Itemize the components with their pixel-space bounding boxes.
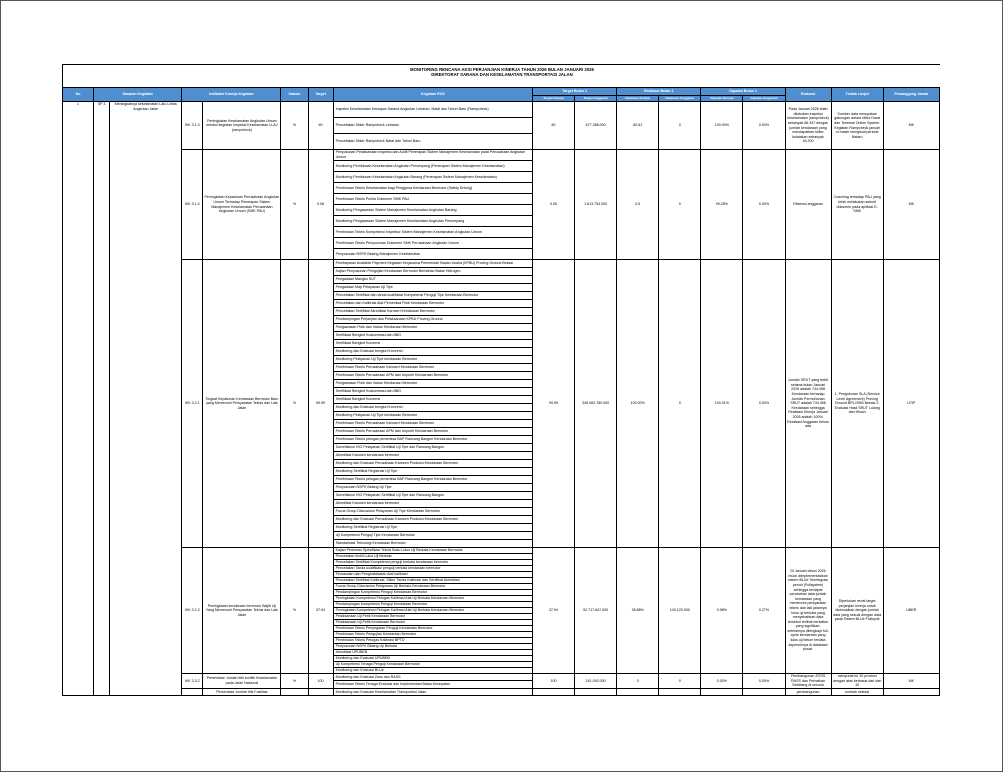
cell-kegiatan: Pembinaan Teknis Penyegaran Penguji Kendaraan Bermotor — [333, 626, 532, 632]
cell-kegiatan: Pendampingan Kompetensi Penguji Kendaraan Bermotor — [333, 590, 532, 596]
cell-capaian-kinerja: 99.28% — [701, 150, 743, 260]
cell-kegiatan: Penyusunan Pelaksanaan Inspeksi dan Audit Penerapan Sistem Manajemen Keselamatan pada Perusahaan Angkutan Umum — [333, 150, 532, 161]
cell-kegiatan: Pendampingan Kompetensi Penguji Kendaraan Bermotor — [333, 602, 532, 608]
cell-realisasi-kinerja: 0.5 — [617, 150, 659, 260]
cell-kegiatan: Uji Kompetensi Penguji Tipe Kendaraan Bermotor — [333, 532, 532, 540]
cell-capaian-anggaran: 0.00% — [743, 150, 785, 260]
cell-no: 1 — [63, 102, 94, 696]
cell-kegiatan: Pembinaan Teknis petugas pemeriksa BAP Rancang Bangun Kendaraan Bermotor — [333, 476, 532, 484]
cell-kegiatan: Penyusunan NSPK Bidang Uji Tipe — [333, 484, 532, 492]
cell-tindak-lanjut: Coaching terhadap PAU yang telah melakukan submit dokumen pada aplikasi E-SMK — [831, 150, 883, 260]
table-row — [63, 150, 940, 161]
cell-capaian-anggaran: 0.00% — [743, 102, 785, 150]
cell-realisasi-anggaran: 143.120.000 — [659, 548, 701, 674]
cell-kegiatan: Pengadaan Map Pelayanan Uji Tipe — [333, 284, 532, 292]
cell-kegiatan: Peningkatan Kompetensi Petugas Kalibrasi Alat Uji Berkala Kendaraan Bermotor — [333, 596, 532, 602]
cell-kegiatan: Pencetakan Tanda kualifikasi penguji berkala kendaraan bermotor — [333, 566, 532, 572]
cell-tindak-lanjut: Sumber data merupakan gabungan antara Mitra Darat dan Terminal Online System. Kegiatan Rampcheck januari ni masih mengikuti periode Nataru — [831, 102, 883, 150]
cell-indikator: Peningkatan Keselamatan Angkutan Umum melalui kegiatan Inspeksi Keselamatan LLAJ (rampcheck) — [203, 102, 281, 150]
cell-evaluasi: Pembangunan ZOSS RASS dan Perbaikan Sebidang di seluruh — [785, 674, 831, 689]
cell-kegiatan: Surveillance ISO Pelayanan Sertifikat Uji Tipe dan Rancang Bangun — [333, 444, 532, 452]
cell-indikator: Tingkat Kepatuhan Kendaraan Bermotor Baru yang Memenuhi Persyaratan Teknis dan Laik Jalan — [203, 260, 281, 548]
cell-capaian-kinerja: 0.98% — [701, 548, 743, 674]
cell-kegiatan: Pembinaan Teknis Keselamatan bagi Pengguna Kendaraan Bermotor (Safety Driving) — [333, 183, 532, 194]
cell-kegiatan: Pembinaan Teknis Tenaga Evaluasi dan Implementasi Batas Kecepatan — [333, 681, 532, 688]
cell-kegiatan: Sertifikasi Bengkel Kustomisasi dan BBG — [333, 332, 532, 340]
cell-penanggung-jawab — [883, 688, 939, 695]
cell-kegiatan: Sertifikasi Bengkel Kustomisasi dan BBG — [333, 388, 532, 396]
cell-penanggung-jawab: UBER — [883, 548, 939, 674]
cell-indikator: Persentase Jumlah titik Fasilitas — [203, 688, 281, 695]
header-satuan: Satuan — [281, 88, 308, 102]
cell-realisasi-anggaran: 0 — [659, 260, 701, 548]
cell-kegiatan: Monitoring Sertifikat Registrasi Uji Tipe — [333, 468, 532, 476]
subheader-target-anggaran: Target Anggaran — [575, 96, 617, 102]
cell-satuan: % — [281, 150, 308, 260]
header-indikator: Indikator Kinerja Kegiatan — [182, 88, 281, 102]
cell-kegiatan: Surveillance ISO Pelayanan Sertifikat Uji Tipe dan Rancang Bangun — [333, 492, 532, 500]
cell-target — [308, 688, 333, 695]
cell-kegiatan: Focus Group Discussion Pelayanan Uji Berkala Kendaraan Bermotor — [333, 584, 532, 590]
cell-target: 0.06 — [308, 150, 333, 260]
cell-satuan — [281, 688, 308, 695]
header-sasaran: Sasaran Kegiatan — [94, 88, 182, 102]
cell-kegiatan: Monitoring Sertifikat Registrasi Uji Tipe — [333, 524, 532, 532]
cell-tindak-lanjut: menyurati ke 10 provinsi dengan atas berbasis dari dan 10 — [832, 674, 882, 688]
cell-kegiatan: Monitoring dan Evaluasi bengkel Konversi — [333, 404, 532, 412]
cell-kegiatan: Pelaksanaan Uji Petik Kendaraan Bermotor — [333, 614, 532, 620]
cell-satuan: % — [281, 102, 308, 150]
cell-kegiatan: Monitoring Pembinaan Keselamatan Angkutan Barang (Penerapan Sistem Manajemen Keselamatan) — [333, 172, 532, 183]
cell-target: 37.94 — [308, 548, 333, 674]
cell-realisasi-anggaran: 0 — [659, 102, 701, 150]
cell-target-anggaran: 677.288.000 — [575, 102, 617, 150]
cell-kegiatan: Pencetakan Sertifikat Akreditasi Karoseri Kendaraan Bermotor — [333, 308, 532, 316]
cell-kegiatan: Focus Group Discussion Pelayanan Uji Tipe Kendaraan Bermotor — [333, 508, 532, 516]
cell-kegiatan: Pembinaan Teknis Penyusunan Dokumen SMK Perusahaan Angkutan Umum — [333, 238, 532, 249]
header-penanggung-jawab: Penanggung Jawab — [883, 88, 939, 102]
cell-penanggung-jawab: MK — [883, 102, 939, 150]
subheader-capaian-kinerja: Capaian Kinerja — [701, 96, 743, 102]
cell-kegiatan: Monitoring dan Evaluasi UPUBKB — [333, 656, 532, 662]
report-title: MONITORING RENCANA AKSI PERJANJIAN KINERJA TAHUN 2026 BULAN JANUARI 2026 — [410, 67, 594, 72]
cell-penanggung-jawab: MK — [883, 674, 939, 689]
cell-target-kinerja: 0.06 — [533, 150, 575, 260]
cell-realisasi-kinerja: 38.88% — [617, 548, 659, 674]
cell-indikator: Peningkatan kendaraan bermotor Wajib Uji Yang Memenuhi Persyaratan Teknis dan Laik Jalan — [203, 548, 281, 674]
cell-satuan: % — [281, 260, 308, 548]
cell-kegiatan: Pembinaan Teknis Perusahaan APM dan Importir Kendaraan Bermotor — [333, 372, 532, 380]
cell-capaian-kinerja — [701, 688, 743, 695]
cell-kegiatan: Monitoring dan Evaluasi bengkel Konversi — [333, 348, 532, 356]
cell-kegiatan: Sertifikasi Bengkel Konversi — [333, 396, 532, 404]
cell-kegiatan: Sertifikasi Bengkel Konversi — [333, 340, 532, 348]
cell-kegiatan: Monitoring dan Evaluasi Zoss dan RASS — [333, 674, 532, 681]
cell-kegiatan: Akreditasi Karoseri kendaraan bermotor — [333, 500, 532, 508]
cell-kegiatan: Peningkatan Kompetensi Petugas Kalibrasi Alat Uji Berkala Kendaraan Bermotor — [333, 608, 532, 614]
cell-kegiatan: Pemasalan dan Penghafalasian Alat kalibrasi — [333, 572, 532, 578]
cell-target-kinerja: 99.99 — [533, 260, 575, 548]
cell-target: 100 — [308, 674, 333, 689]
cell-kegiatan: Monitoring dan Evaluasi Perusahaan Karoseri Produksi Kendaraan Bermotor — [333, 460, 532, 468]
cell-kegiatan: Penyusunan NSPK Bidang Uji Berkala — [333, 644, 532, 650]
cell-kegiatan: Pengawasan Fisik dan Varian Kendaraan Bermotor — [333, 380, 532, 388]
cell-evaluasi: Jumlah SRUT yang terbit selama bulan Januari 2026 adalah 744.498 Kendaraan terhadap Jumlah Permohonan SRUT adalah 744.498 Kendaraan sehingga Realisasi Kinerja Januari 2026 adalah 100%. Realisasi Anggaran belum ada — [785, 260, 831, 548]
cell-sp-code: SP 3 — [94, 102, 110, 696]
cell-ikk-code: IKK 3.3.2 — [182, 674, 203, 689]
header-realisasi-bulan: Realisasi Bulan 1 — [617, 88, 701, 96]
cell-kegiatan: Pembinaan Teknis Kompetensi Inspektur Sistem Manajemen Keselamatan Angkutan Umum — [333, 227, 532, 238]
cell-target: 60 — [308, 102, 333, 150]
cell-target-anggaran: 345.983.780.000 — [575, 260, 617, 548]
table-body — [63, 102, 940, 696]
cell-tindak-lanjut: 1. Pengukuran SLA (Service Level Agreement) Proving Ground BPLJSKB Bekasi 2. Evaluasi Hasil SRUT Lulang dan Hilush — [831, 260, 883, 548]
cell-kegiatan: Penyusunan NSPK Bidang Manajemen Keselamatan — [333, 249, 532, 260]
cell-kegiatan: Kajian Penyusunan Pengujian Kendaraan Bermotor Berbahan Bakar Hidrogen — [333, 268, 532, 276]
cell-kegiatan: Pembinaan Teknis Perusahaan APM dan Importir Kendaraan Bermotor — [333, 428, 532, 436]
cell-sasaran: Meningkatnya keselamatan Lalu Lintas Angkutan Jalan — [110, 102, 182, 696]
cell-kegiatan: Pengawasan Fisik dan Varian Kendaraan Bermotor — [333, 324, 532, 332]
cell-ikk-code: IKK 3.2.2 — [182, 548, 203, 674]
cell-indikator: Persentase Jumlah titik konflik Keselamatan pada Jalan Nasional — [203, 674, 281, 689]
cell-kegiatan: Pencetakan Stiker Rampcheck Natal dan Tahun Baru — [333, 134, 532, 150]
cell-satuan: % — [281, 674, 308, 689]
subheader-capaian-anggaran: Capaian Anggaran — [743, 96, 785, 102]
cell-target-kinerja: 100 — [533, 674, 575, 689]
cell-kegiatan: Uji Kompetensi Tenaga Penguji Kendaraan Bermotor — [333, 662, 532, 668]
cell-capaian-kinerja: 0.00% — [701, 674, 743, 689]
cell-evaluasi: Efisiensi anggaran — [785, 150, 831, 260]
cell-penanggung-jawab: UTIP — [883, 260, 939, 548]
monitoring-table — [62, 87, 940, 696]
cell-evaluasi: Di Januari tahun 2026 mulai diimplementasikan sistem BLUe Terintegrasi penuh (Fullsystem) sehingga terdapat perubahan data jumlah kendaraan yang memenuhi persyaratan teknis dan laik jalannya lulus uji berkala yang menyebabkan data tersebut terlihat berkaitan yang signifikan. setelahnya dilengkapi full-cycle kendaraan yang lulus uji belum terdata sepenuhnya di database pusat. — [785, 548, 831, 674]
cell-kegiatan: Pembayaran Available Payment Kegiatan Kerjasama Pemerintah Badan Usaha (KPBU) Proving Ground Bekasi — [333, 260, 532, 268]
table-row — [63, 688, 940, 695]
cell-ikk-code — [182, 688, 203, 695]
table-row — [63, 102, 940, 118]
cell-kegiatan: Monitoring Pelayanan Uji Tipe kendaraan Bermotor — [333, 412, 532, 420]
cell-kegiatan: Pencetakan Sertifikat dan tanda kualifikasi Kompetensi Penguji Tipe Kendaraan Bermotor — [333, 292, 532, 300]
cell-penanggung-jawab: MK — [883, 150, 939, 260]
cell-tindak-lanjut: Diperlukan revisi target perjanjian kinerja untuk disesuaikan dengan jumlah data yang sesuai dengan data pada Sistem BLUe Fullcycle — [831, 548, 883, 674]
cell-target: 99.99 — [308, 260, 333, 548]
cell-indikator: Peningkatan Kepatuhan Perusahaan Angkutan Umum Terhadap Penerapan Sistem Manajemen Keselamatan Perusahaan Angkutan Umum (SMK PAU) — [203, 150, 281, 260]
cell-kegiatan: Pembinaan Teknis Pengujian Kendaraan Bermotor — [333, 632, 532, 638]
header-no: No — [63, 88, 94, 102]
cell-realisasi-kinerja: 100.00% — [617, 260, 659, 548]
subheader-target-kinerja: Target Kinerja — [533, 96, 575, 102]
cell-capaian-anggaran: 0.00% — [743, 674, 785, 689]
header-evaluasi: Evaluasi — [785, 88, 831, 102]
cell-kegiatan: Pendampingan Perjanjian dan Pelaksanaan KPBU Proving Ground — [333, 316, 532, 324]
cell-target-anggaran — [575, 688, 617, 695]
cell-kegiatan: Pembinaan Teknis petugas pemeriksa BAP Rancang Bangun Kendaraan Bermotor — [333, 436, 532, 444]
report-subtitle: DIREKTORAT SARANA DAN KESELAMATAN TRANSPORTASI JALAN — [431, 72, 573, 77]
cell-realisasi-kinerja — [617, 688, 659, 695]
cell-kegiatan: Pencetakan Sertifikat Kompetensi penguji berkala kendaraan bermotor — [333, 560, 532, 566]
cell-realisasi-anggaran — [659, 688, 701, 695]
cell-target-anggaran: 241.092.000 — [575, 674, 617, 689]
cell-kegiatan: Pembinaan Teknis Petugas Kalibrasi BPTD — [333, 638, 532, 644]
cell-capaian-anggaran: 0.00% — [743, 260, 785, 548]
cell-kegiatan: Monitoring Pelayanan Uji Tipe kendaraan Bermotor — [333, 356, 532, 364]
report-title-block — [62, 64, 940, 88]
cell-kegiatan: Monitoring dan Evaluasi Perusahaan Karoseri Produksi Kendaraan Bermotor — [333, 516, 532, 524]
subheader-realisasi-anggaran: Realisasi Anggaran — [659, 96, 701, 102]
header-kegiatan: Kegiatan RO6 — [333, 88, 532, 102]
cell-kegiatan: Akreditasi Karoseri kendaraan bermotor — [333, 452, 532, 460]
cell-kegiatan: Monitoring Pengawasan Sistem Manajemen Keselamatan Angkutan Barang — [333, 205, 532, 216]
cell-tindak-lanjut: kontrak selesai — [831, 688, 883, 695]
cell-kegiatan: Pencetakan Stiker Rampcheck Lebaran — [333, 118, 532, 134]
cell-target-kinerja: 60 — [533, 102, 575, 150]
cell-kegiatan: Standarisasi Teknologi Kendaraan Bermotor — [333, 540, 532, 548]
cell-realisasi-kinerja: 60.61 — [617, 102, 659, 150]
cell-realisasi-anggaran: 0 — [659, 150, 701, 260]
cell-kegiatan: Pembinaan Teknis Perusahaan Karoseri Kendaraan Bermotor — [333, 420, 532, 428]
header-capaian-bulan: Capaian Bulan 1 — [701, 88, 785, 96]
cell-kegiatan: Pembinaan Teknis Perilai Dokumen SMK PAU — [333, 194, 532, 205]
header-target-bulan: Target Bulan 1 — [533, 88, 617, 96]
cell-target-anggaran: 92.717.847.000 — [575, 548, 617, 674]
cell-ikk-code: IKK 3.1.3 — [182, 102, 203, 150]
cell-realisasi-kinerja: 0 — [617, 674, 659, 689]
cell-kegiatan: Akreditasi UPUBKB — [333, 650, 532, 656]
header-tindak-lanjut: Tindak Lanjut — [831, 88, 883, 102]
cell-kegiatan: Monitoring dan Evaluasi Keselamatan Transportasi Jalan — [333, 688, 532, 695]
cell-kegiatan: Inspeksi Keselamatan Kesiapan Sarana Angkutan Lebaran, Natal dan Tahun Baru (Rampcheck) — [333, 102, 532, 118]
cell-kegiatan: Monitoring dan Evaluasi BLUe — [333, 668, 532, 674]
table-row — [63, 260, 940, 268]
cell-capaian-anggaran: 0.27% — [743, 548, 785, 674]
header-target: Target — [308, 88, 333, 102]
subheader-realisasi-kinerja: Realisasi Kinerja — [617, 96, 659, 102]
cell-kegiatan: Pencetakan Sertifikat Kalibrasi, Stiker Tanda Kalibrasi dan Sertifikat Akreditasi — [333, 578, 532, 584]
cell-kegiatan: Pengadaan Mangku SUT — [333, 276, 532, 284]
cell-evaluasi: pembangunan — [785, 688, 831, 695]
cell-kegiatan: Monitoring Pengawasan Sistem Manajemen Keselamatan Angkutan Penumpang — [333, 216, 532, 227]
cell-kegiatan: Monitoring Pembinaan Keselamatan Angkutan Penumpang (Penerapan Sistem Manajemen Keselamatan) — [333, 161, 532, 172]
cell-capaian-kinerja: 100.01% — [701, 260, 743, 548]
cell-kegiatan: Pelaksanaan Uji Petik Kendaraan Bermotor — [333, 620, 532, 626]
cell-realisasi-anggaran: 0 — [659, 674, 701, 689]
cell-target-kinerja — [533, 688, 575, 695]
cell-kegiatan: Pencetakan dan Kalibrasi Alat Pemeriksa Fisik Kendaraan Bermotor — [333, 300, 532, 308]
cell-kegiatan: Pembinaan Teknis Perusahaan Karoseri Kendaraan Bermotor — [333, 364, 532, 372]
cell-capaian-anggaran — [743, 688, 785, 695]
cell-satuan: % — [281, 548, 308, 674]
cell-target-anggaran: 1.813.734.000 — [575, 150, 617, 260]
cell-capaian-kinerja: 100.00% — [701, 102, 743, 150]
cell-kegiatan: Kajian Pedoman Spesifikasi Teknis Buku Lulus Uji Berkala Kendaraan Bermotor — [333, 548, 532, 554]
spreadsheet — [62, 64, 940, 770]
cell-ikk-code: IKK 3.2.1 — [182, 260, 203, 548]
cell-evaluasi: Pada Januari 2026 telah dilakukan inspeksi keselamatan (rampcheck) sebanyak 66.347 dengan jumlah kendaraan yang mendapatkan stiker kelaiakan sebanyak 43.200 — [785, 102, 831, 150]
table-row — [63, 674, 940, 681]
cell-target-kinerja: 37.94 — [533, 548, 575, 674]
cell-ikk-code: IKK 3.1.4 — [182, 150, 203, 260]
cell-kegiatan: Pencetakan Bukti Lulus Uji Berkala — [333, 554, 532, 560]
